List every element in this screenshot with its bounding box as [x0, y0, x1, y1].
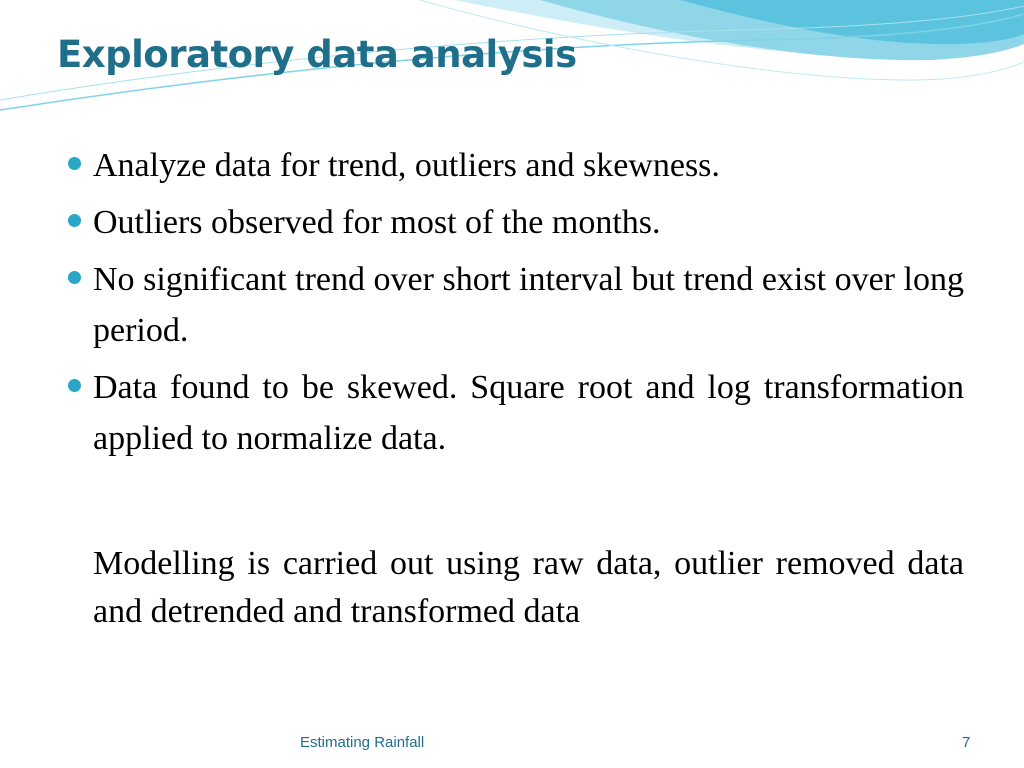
- bullet-item: [62, 140, 964, 191]
- bullet-item: [62, 197, 964, 248]
- bullet-text: No significant trend over short interval but trend exist over long period.: [93, 261, 964, 349]
- bullet-text: Analyze data for trend, outliers and skewness.: [93, 147, 720, 184]
- page-number: 7: [962, 734, 971, 751]
- bullet-dot-icon: [68, 271, 81, 284]
- bullet-dot-icon: [68, 214, 81, 227]
- modelling-paragraph: Modelling is carried out using raw data, outlier removed data and detrended and transformed data: [93, 545, 964, 630]
- bullet-text: Outliers observed for most of the months.: [93, 204, 661, 241]
- bullet-item: [62, 362, 964, 464]
- slide-title: Exploratory data analysis: [57, 33, 577, 76]
- bullet-dot-icon: [68, 379, 81, 392]
- bullet-text: Data found to be skewed. Square root and log transformation applied to normalize data.: [93, 369, 964, 457]
- bullet-dot-icon: [68, 157, 81, 170]
- slide-content: [62, 140, 964, 636]
- footer-title: Estimating Rainfall: [300, 734, 425, 751]
- bullet-item: [62, 254, 964, 356]
